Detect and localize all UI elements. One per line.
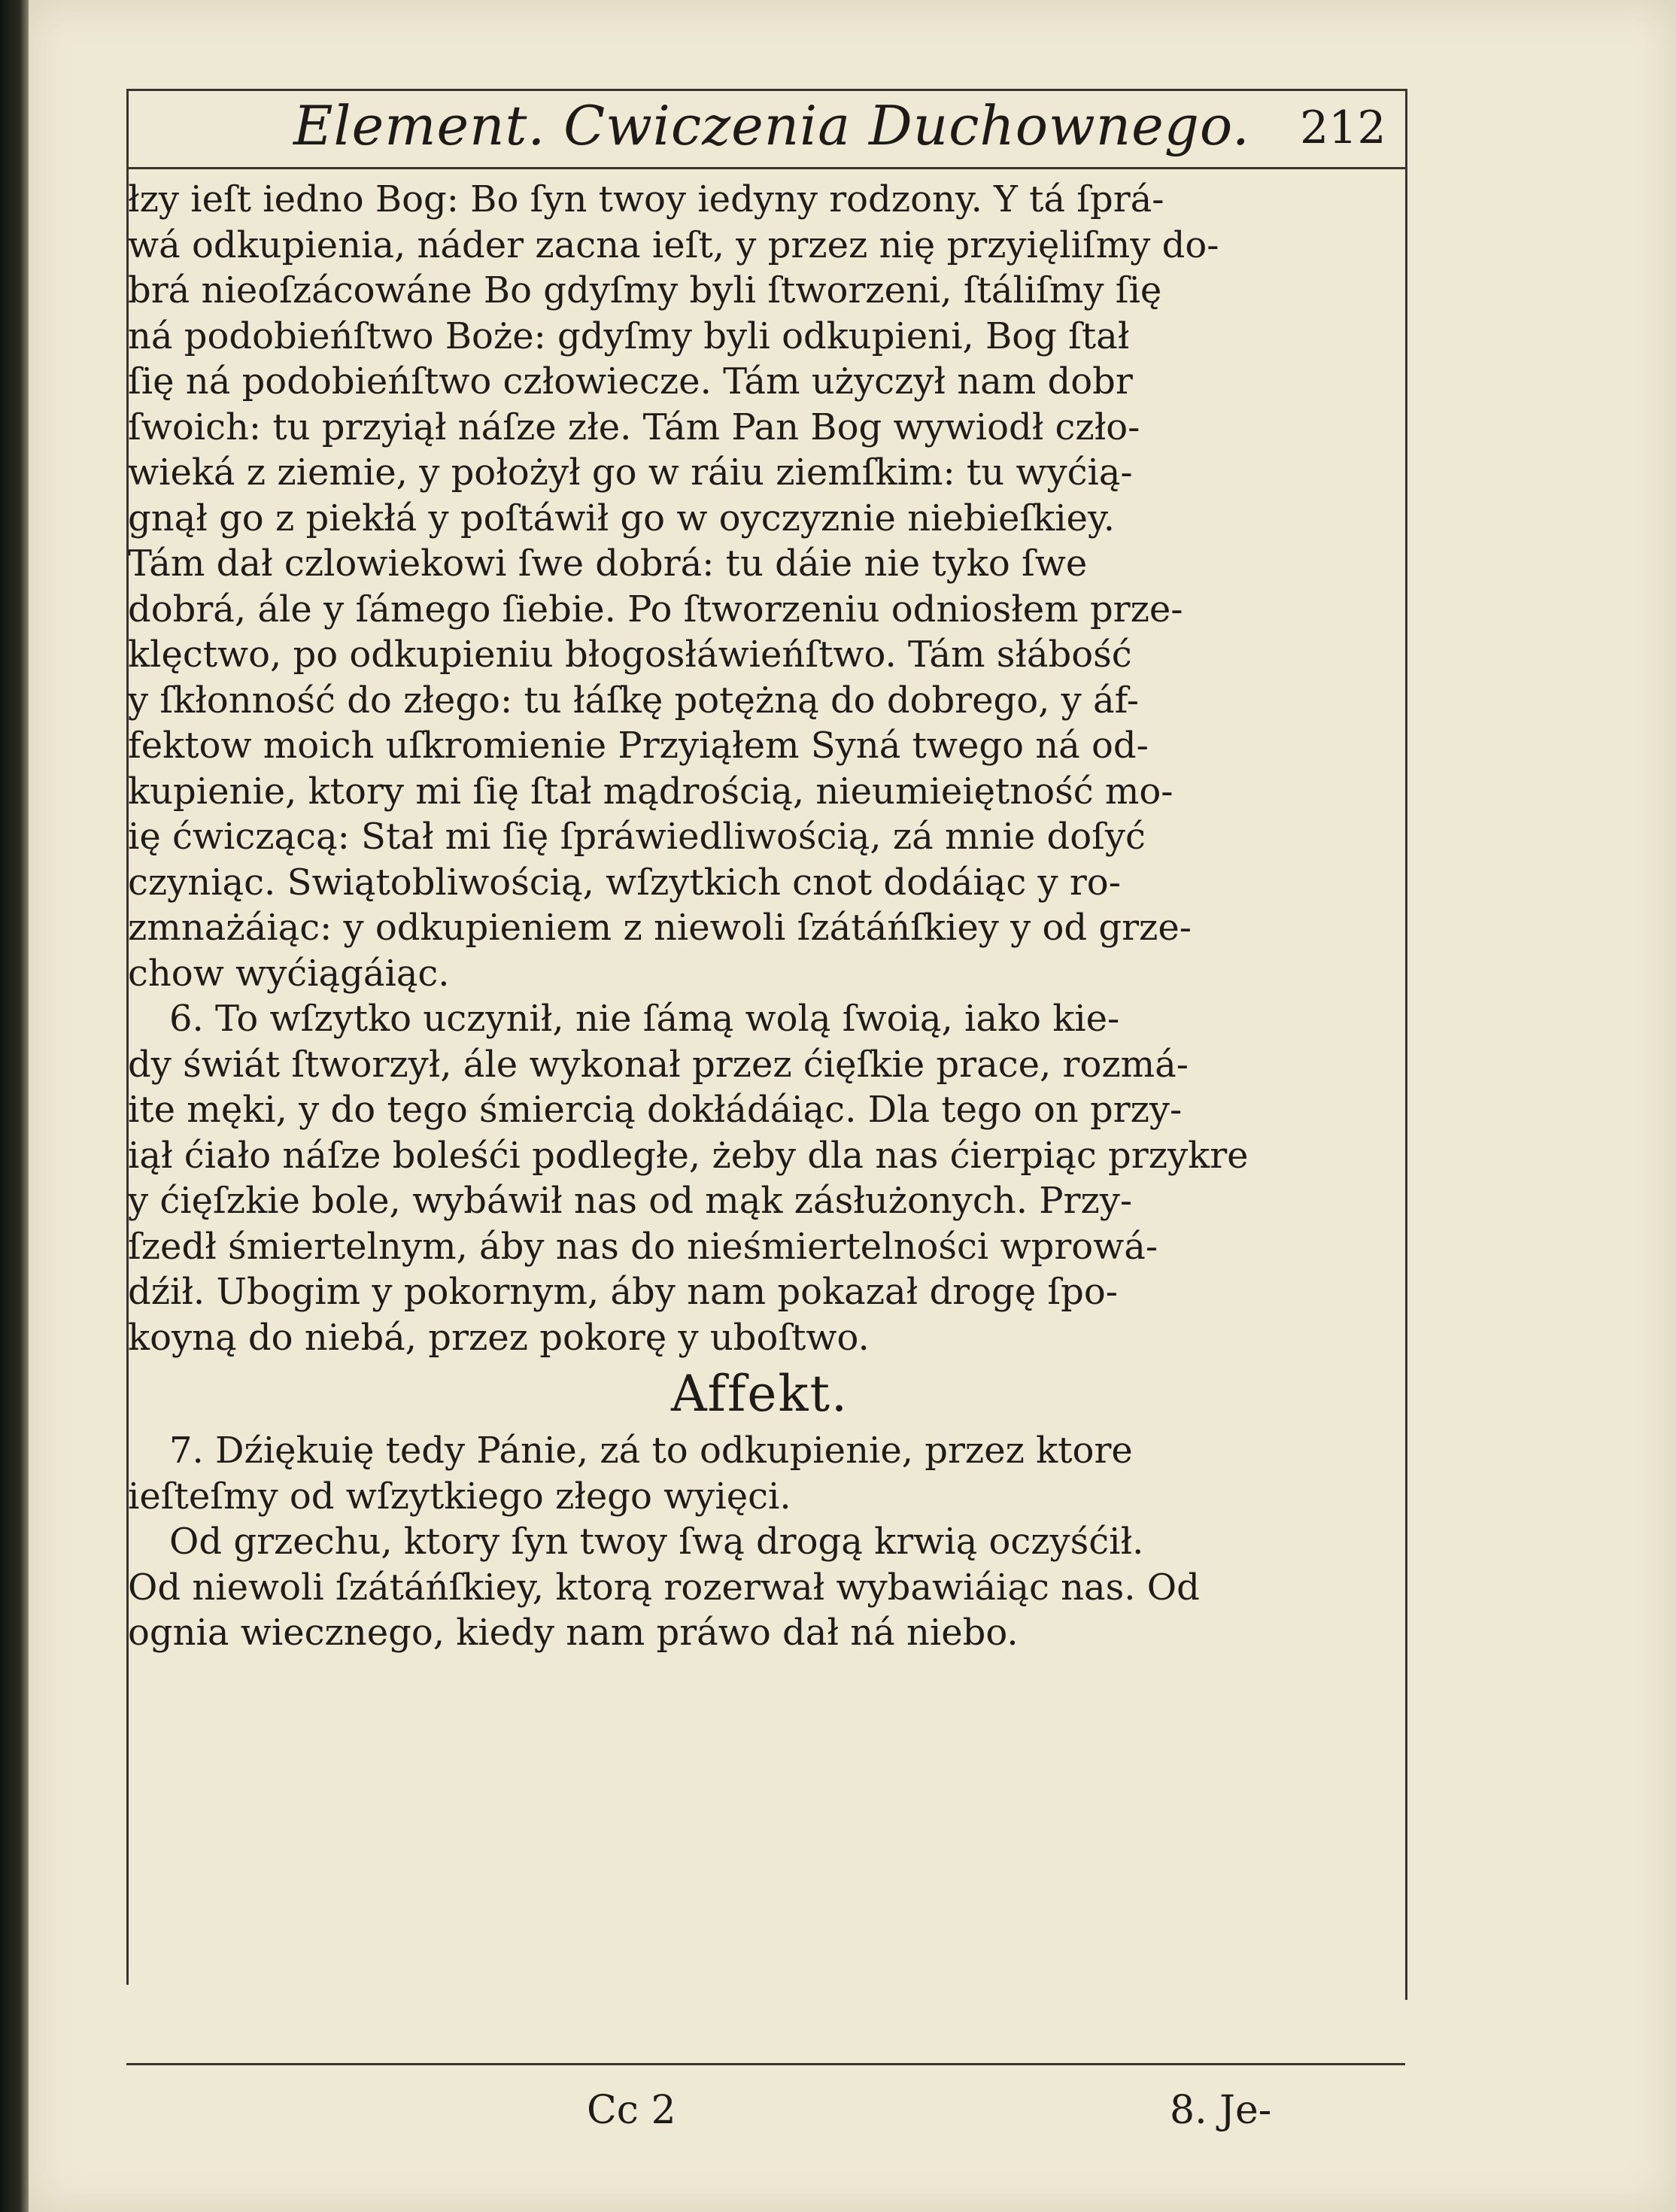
text-line: Tám dał czlowiekowi ſwe dobrá: tu dáie nie tyko ſwe [128,542,1088,585]
header-top-rule [126,89,1405,91]
header-bottom-rule [126,167,1405,169]
page-footer [128,2088,1362,2141]
signature-mark: Cc 2 [587,2088,676,2133]
text-line: ognia wiecznego, kiedy nam práwo dał ná niebo. [128,1612,1019,1654]
section-heading-affekt: Affekt. [671,1365,849,1423]
page-number: 212 [1300,102,1386,154]
text-line: iął ćiało náſze boleśći podległe, żeby dla nas ćierpiąc przykre [128,1134,1249,1177]
text-line: klęctwo, po odkupieniu błogosłáwieńſtwo. Tám słábość [128,634,1132,676]
text-line: ię ćwiczącą: Stał mi ſię ſpráwiedliwością, zá mnie doſyć [128,816,1146,858]
paragraph-7 [128,1428,1362,1656]
text-line: gnął go z piekłá y poſtáwił go w oyczyznie niebieſkiey. [128,497,1115,539]
text-line: brá nieoſzácowáne Bo gdyſmy byli ſtworzeni, ſtáliſmy ſię [128,269,1162,311]
text-line: ná podobieńſtwo Boże: gdyſmy byli odkupieni, Bog ſtał [128,314,1130,357]
text-line: czyniąc. Swiątobliwością, wſzytkich cnot dodáiąc y ro- [128,861,1121,904]
text-line: kupienie, ktory mi ſię ſtał mądrością, nieumieiętność mo- [128,770,1174,813]
text-line: zmnażáiąc: y odkupieniem z niewoli ſzátáńſkiey y od grze- [128,907,1192,949]
text-line: wá odkupienia, náder zacna ieſt, y przez nię przyięliſmy do- [128,223,1219,266]
text-line: wieká z ziemie, y położył go w ráiu ziemſkim: tu wyćią- [128,451,1133,494]
text-line: dobrá, ále y ſámego ſiebie. Po ſtworzeniu odniosłem prze- [128,588,1183,630]
text-line: dy świát ſtworzył, ále wykonał przez ćięſkie prace, rozmá- [128,1043,1189,1086]
text-line: y ćięſzkie bole, wybáwił nas od mąk zásłużonych. Przy- [128,1180,1133,1222]
text-line: łzy ieſt iedno Bog: Bo ſyn twoy iedyny rodzony. Y tá ſprá- [128,178,1164,220]
text-line: dźił. Ubogim y pokornym, áby nam pokazał drogę ſpo- [128,1271,1119,1313]
text-line: ſwoich: tu przyiął náſze złe. Tám Pan Bog wywiodł czło- [128,406,1140,448]
running-title: Element. Cwiczenia Duchownego. [293,94,1250,157]
text-line: ſię ná podobieńſtwo człowiecze. Tám użyczył nam dobr [128,360,1133,403]
text-line: ſzedł śmiertelnym, áby nas do nieśmiertelności wprowá- [128,1225,1158,1268]
text-line: Od niewoli ſzátáńſkiey, ktorą rozerwał wybawiáiąc nas. Od [128,1566,1200,1609]
text-line: chow wyćiągáiąc. [128,952,450,995]
catchword: 8. Je- [1170,2088,1272,2133]
text-line: 7. Dźiękuię tedy Pánie, zá to odkupienie, przez ktore [169,1430,1133,1472]
text-line: 6. To wſzytko uczynił, nie ſámą wolą ſwoią, iako kie- [169,998,1120,1040]
text-line: Od grzechu, ktory ſyn twoy ſwą drogą krwią oczyśćił. [169,1521,1144,1563]
text-line: koyną do niebá, przez pokorę y uboſtwo. [128,1316,870,1359]
page-body [128,177,1362,1656]
footer-rule [126,2063,1405,2065]
paragraph-6 [128,996,1362,1360]
page-gutter-shadow [0,0,29,2212]
text-line: fektow moich uſkromienie Przyiąłem Syná twego ná od- [128,725,1149,767]
paragraph-5-continuation [128,177,1362,996]
text-line: y ſkłonność do złego: tu łáſkę potężną do dobrego, y áf- [128,679,1139,722]
right-margin-rule [1405,89,1407,2000]
text-line: ite męki, y do tego śmiercią dokłádáiąc. Dla tego on przy- [128,1089,1183,1131]
text-line: ieſteſmy od wſzytkiego złego wyięci. [128,1475,791,1518]
